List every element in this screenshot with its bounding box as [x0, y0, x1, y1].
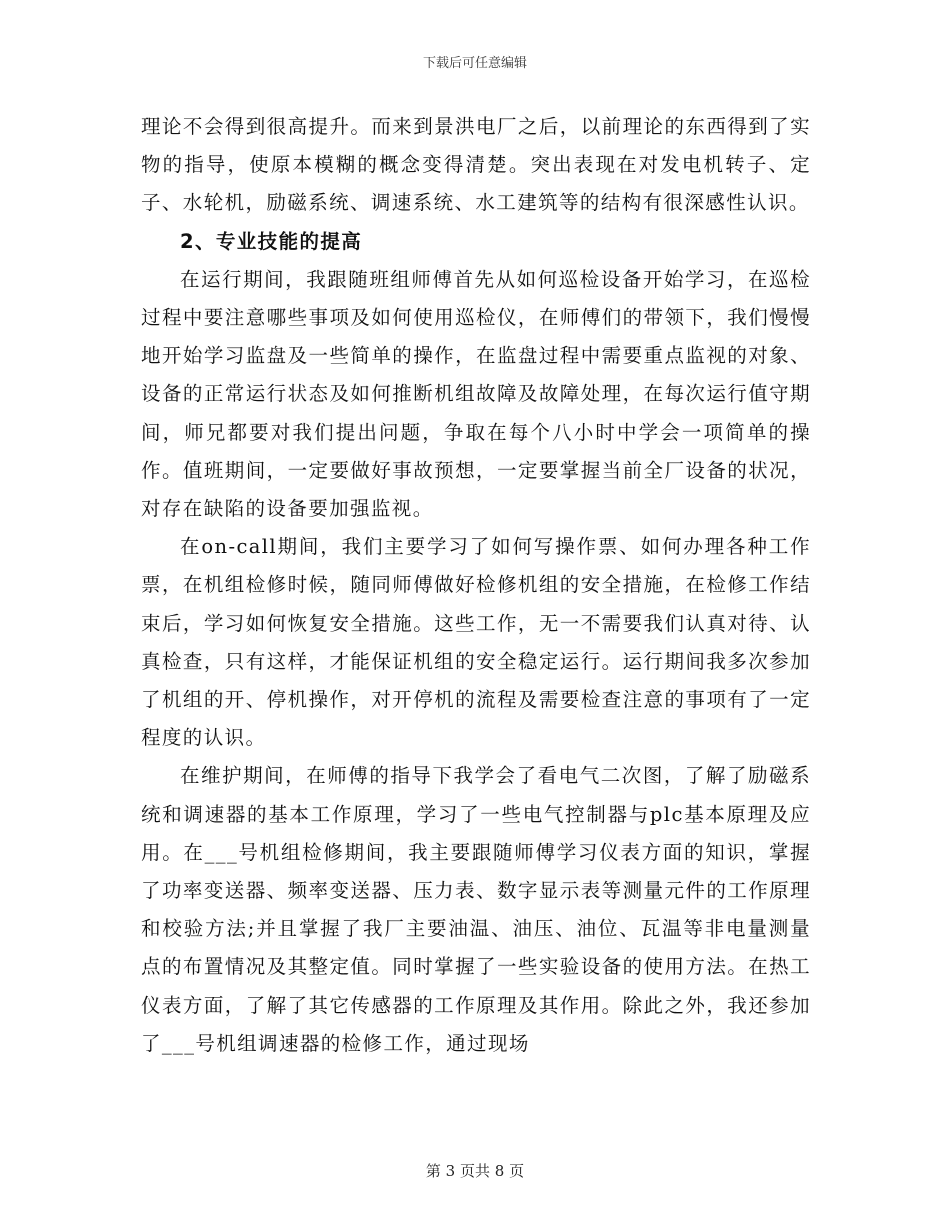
paragraph-on-call: 在on-call期间，我们主要学习了如何写操作票、如何办理各种工作票，在机组检修时候，随同师傅做好检修机组的安全措施，在检修工作结束后，学习如何恢复安全措施。这些工作，无一不需要我们认真对待、认真检查，只有这样，才能保证机组的安全稳定运行。运行期间我多次参加了机组的开、停机操作，对开停机的流程及需要检查注意的事项有了一定程度的认识。: [141, 535, 811, 750]
paragraph-operation: 在运行期间，我跟随班组师傅首先从如何巡检设备开始学习，在巡检过程中要注意哪些事项及如何使用巡检仪，在师傅们的带领下，我们慢慢地开始学习监盘及一些简单的操作，在监盘过程中需要重点监视的对象、设备的正常运行状态及如何推断机组故障及故障处理，在每次运行值守期间，师兄都要对我们提出问题，争取在每个八小时中学会一项简单的操作。值班期间，一定要做好事故预想，一定要掌握当前全厂设备的状况，对存在缺陷的设备要加强监视。: [141, 267, 811, 521]
paragraph-maintenance: 在维护期间，在师傅的指导下我学会了看电气二次图，了解了励磁系统和调速器的基本工作原理，学习了一些电气控制器与plc基本原理及应用。在___号机组检修期间，我主要跟随师傅学习仪表方面的知识，掌握了功率变送器、频率变送器、压力表、数字显示表等测量元件的工作原理和校验方法;并且掌握了我厂主要油温、油压、油位、瓦温等非电量测量点的布置情况及其整定值。同时掌握了一些实验设备的使用方法。在热工仪表方面，了解了其它传感器的工作原理及其作用。除此之外，我还参加了___号机组调速器的检修工作，通过现场: [141, 764, 811, 1055]
document-body: [141, 108, 811, 1063]
page-header: 下载后可任意编辑: [422, 56, 527, 71]
page-footer: 第 3 页共 8 页: [425, 1162, 525, 1180]
paragraph-continuation: 理论不会得到很高提升。而来到景洪电厂之后，以前理论的东西得到了实物的指导，使原本模糊的概念变得清楚。突出表现在对发电机转子、定子、水轮机，励磁系统、调速系统、水工建筑等的结构有很深感性认识。: [141, 115, 811, 215]
section-heading: 2、专业技能的提高: [180, 229, 363, 253]
